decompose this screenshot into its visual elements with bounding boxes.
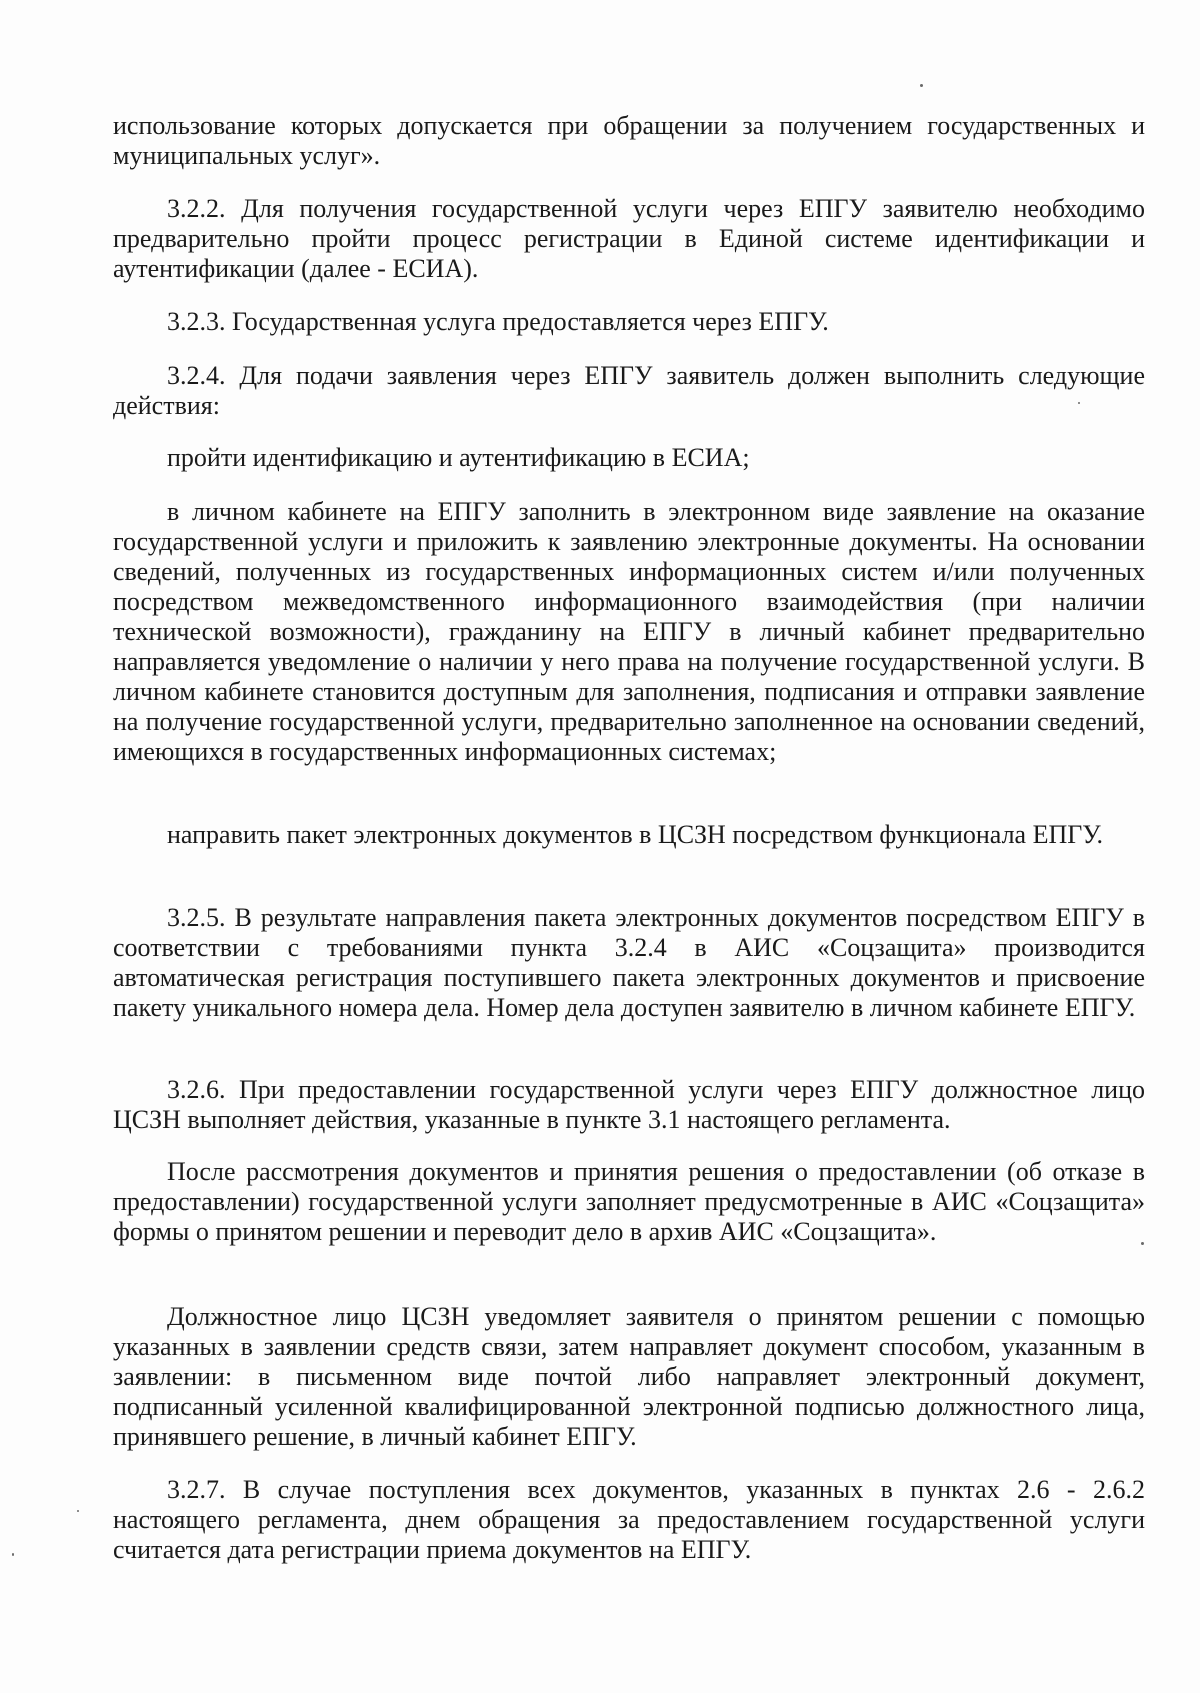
paragraph-3-2-5: 3.2.5. В результате направления пакета электронных документов посредством ЕПГУ в соответствии с требованиями пункта 3.2.4 в АИС «Соцзащита» производится автоматическая регистрация поступившего пакета электронных документов и присвоение пакету уникального номера дела. Номер дела доступен заявителю в личном кабинете ЕПГУ. — [113, 903, 1145, 1022]
paragraph-action-cabinet: в личном кабинете на ЕПГУ заполнить в электронном виде заявление на оказание государственной услуги и приложить к заявлению электронные документы. На основании сведений, полученных из государственных информационных систем и/или полученных посредством межведомственного информационного взаимодействия (при наличии технической возможности), гражданину на ЕПГУ в личный кабинет предварительно направляется уведомление о наличии у него права на получение государственной услуги. В личном кабинете становится доступным для заполнения, подписания и отправки заявление на получение государственной услуги, предварительно заполненное на основании сведений, имеющихся в государственных информационных системах; — [113, 497, 1145, 766]
paragraph-3-2-4: 3.2.4. Для подачи заявления через ЕПГУ заявитель должен выполнить следующие действия: — [113, 361, 1145, 420]
scan-speck — [77, 1510, 79, 1512]
paragraph-3-2-3: 3.2.3. Государственная услуга предоставляется через ЕПГУ. — [167, 307, 829, 336]
scan-speck — [1078, 402, 1080, 404]
paragraph-action-esia: пройти идентификацию и аутентификацию в ЕСИА; — [167, 443, 750, 472]
paragraph-action-send: направить пакет электронных документов в ЦСЗН посредством функционала ЕПГУ. — [167, 820, 1103, 849]
scan-speck — [12, 1553, 14, 1556]
scan-speck — [920, 84, 923, 87]
paragraph-3-2-6: 3.2.6. При предоставлении государственной услуги через ЕПГУ должностное лицо ЦСЗН выполняет действия, указанные в пункте 3.1 настоящего регламента. — [113, 1075, 1145, 1134]
scan-speck — [1141, 1242, 1144, 1245]
paragraph-3-2-2: 3.2.2. Для получения государственной услуги через ЕПГУ заявителю необходимо предварительно пройти процесс регистрации в Единой системе идентификации и аутентификации (далее - ЕСИА). — [113, 194, 1145, 283]
paragraph-3-2-7: 3.2.7. В случае поступления всех документов, указанных в пунктах 2.6 - 2.6.2 настоящего регламента, днем обращения за предоставлением государственной услуги считается дата регистрации приема документов на ЕПГУ. — [113, 1475, 1145, 1564]
paragraph-notification: Должностное лицо ЦСЗН уведомляет заявителя о принятом решении с помощью указанных в заявлении средств связи, затем направляет документ способом, указанным в заявлении: в письменном виде почтой либо направляет электронный документ, подписанный усиленной квалифицированной электронной подписью должностного лица, принявшего решение, в личный кабинет ЕПГУ. — [113, 1302, 1145, 1451]
paragraph-continuation: использование которых допускается при обращении за получением государственных и муниципальных услуг». — [113, 111, 1145, 170]
paragraph-after-review: После рассмотрения документов и принятия решения о предоставлении (об отказе в предоставлении) государственной услуги заполняет предусмотренные в АИС «Соцзащита» формы о принятом решении и переводит дело в архив АИС «Соцзащита». — [113, 1157, 1145, 1246]
